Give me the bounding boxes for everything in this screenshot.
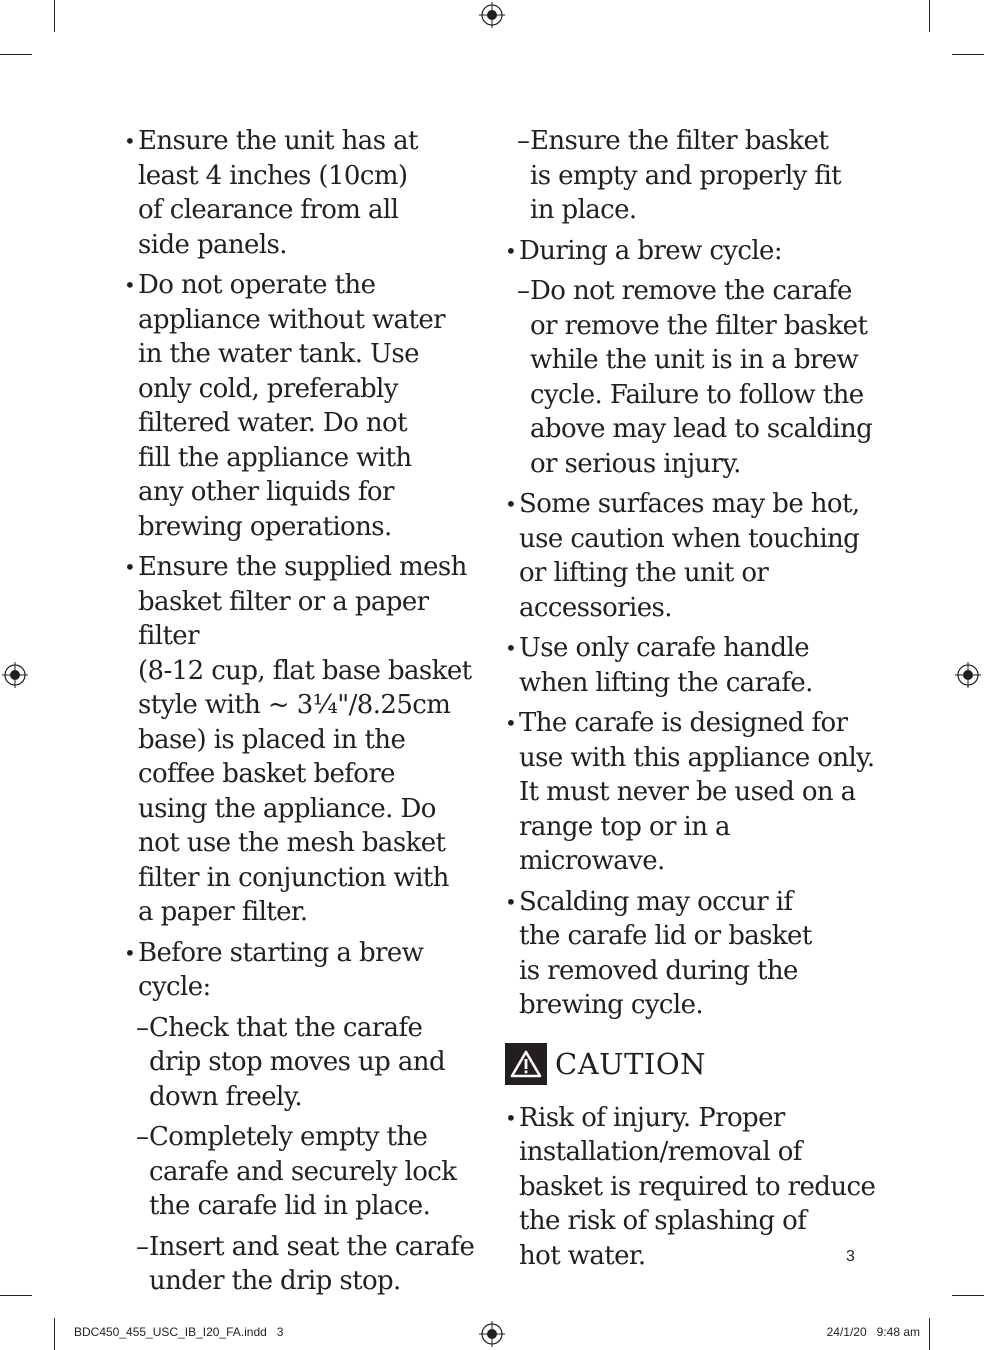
bullet-item-text: Ensure the supplied mesh basket filter or a paper filter (8-12 cup, flat base basket style with ~ 3¼"/8.25cm base) is placed in the coffee basket before using the appliance. Do not use the mesh basket filter in conjunction with a paper filter.	[138, 552, 472, 927]
caution-title: CAUTION	[555, 1046, 707, 1081]
caution-list	[505, 1101, 877, 1274]
registration-mark-icon	[479, 2, 505, 28]
sub-item-text: Check that the carafe drip stop moves up and down freely.	[149, 1012, 445, 1112]
sub-item	[124, 1230, 488, 1299]
bullet-item	[124, 268, 488, 544]
dash-marker: –	[517, 126, 530, 156]
crop-mark	[0, 54, 32, 55]
bullet-item	[505, 885, 877, 1023]
bullet-item	[505, 1101, 877, 1274]
bullet-marker: •	[124, 273, 136, 297]
bullet-marker: •	[505, 492, 517, 516]
crop-mark	[952, 54, 984, 55]
bullet-item	[505, 631, 877, 700]
bullet-item-text: Risk of injury. Proper installation/removal of basket is required to reduce the risk of splashing of hot water.	[519, 1102, 876, 1271]
crop-mark	[54, 0, 55, 32]
crop-mark	[952, 1295, 984, 1296]
dash-marker: –	[136, 1012, 149, 1043]
page-number: 3	[846, 1248, 855, 1265]
right-column	[505, 124, 877, 1279]
crop-mark	[54, 1318, 55, 1350]
bullet-marker: •	[124, 940, 136, 965]
warning-triangle-icon	[505, 1043, 547, 1085]
bullet-item-text: Do not operate the appliance without water in the water tank. Use only cold, preferably filtered water. Do not fill the appliance with any other liquids for brewing operations.	[138, 270, 445, 542]
dash-marker: –	[136, 1122, 149, 1152]
bullet-marker: •	[505, 636, 517, 660]
registration-mark-icon	[479, 1321, 505, 1347]
bullet-item	[505, 234, 877, 269]
sub-item	[505, 124, 877, 228]
bullet-marker: •	[505, 1105, 517, 1130]
registration-mark-icon	[955, 662, 981, 688]
crop-mark	[929, 0, 930, 32]
bullet-item-text: Some surfaces may be hot, use caution when touching or lifting the unit or accessories.	[519, 489, 860, 623]
bullet-item-text: Before starting a brew cycle:	[138, 937, 424, 1002]
bullet-marker: •	[124, 129, 136, 153]
bullet-item-text: Scalding may occur if the carafe lid or basket is removed during the brewing cycle.	[519, 886, 812, 1020]
bullet-item-text: During a brew cycle:	[519, 235, 783, 266]
bullet-list	[124, 124, 488, 1299]
crop-mark	[0, 1295, 32, 1296]
bullet-list	[505, 234, 877, 1023]
bullet-item-text: Use only carafe handle when lifting the carafe.	[519, 633, 813, 698]
crop-mark	[929, 1318, 930, 1350]
bullet-item	[124, 550, 488, 930]
sub-item	[124, 1011, 488, 1115]
sub-item-text: Insert and seat the carafe under the drip stop.	[149, 1231, 475, 1296]
lead-sub-list	[505, 124, 877, 228]
sub-item	[505, 274, 877, 481]
bullet-item-text: Ensure the unit has at least 4 inches (10cm) of clearance from all side panels.	[138, 126, 418, 260]
bullet-marker: •	[505, 889, 517, 914]
bullet-item	[124, 936, 488, 1005]
sub-item	[124, 1120, 488, 1224]
left-column	[124, 124, 488, 1305]
slug-filename: BDC450_455_USC_IB_I20_FA.indd 3	[74, 1325, 284, 1339]
sub-item-text: Ensure the filter basket is empty and properly fit in place.	[530, 126, 842, 225]
bullet-item	[124, 124, 488, 262]
bullet-marker: •	[505, 711, 517, 735]
sub-item-text: Do not remove the carafe or remove the filter basket while the unit is in a brew cycle. Failure to follow the above may lead to scalding or serious injury.	[530, 276, 873, 479]
bullet-item	[505, 706, 877, 879]
sub-item-text: Completely empty the carafe and securely lock the carafe lid in place.	[149, 1122, 457, 1221]
bullet-item-text: The carafe is designed for use with this appliance only. It must never be used on a range top or in a microwave.	[519, 708, 875, 876]
bullet-marker: •	[505, 238, 517, 263]
slug-timestamp: 24/1/20 9:48 am	[826, 1325, 920, 1339]
bullet-marker: •	[124, 555, 136, 579]
caution-heading	[505, 1043, 877, 1085]
registration-mark-icon	[2, 662, 28, 688]
dash-marker: –	[517, 276, 530, 306]
dash-marker: –	[136, 1231, 149, 1262]
bullet-item	[505, 487, 877, 625]
